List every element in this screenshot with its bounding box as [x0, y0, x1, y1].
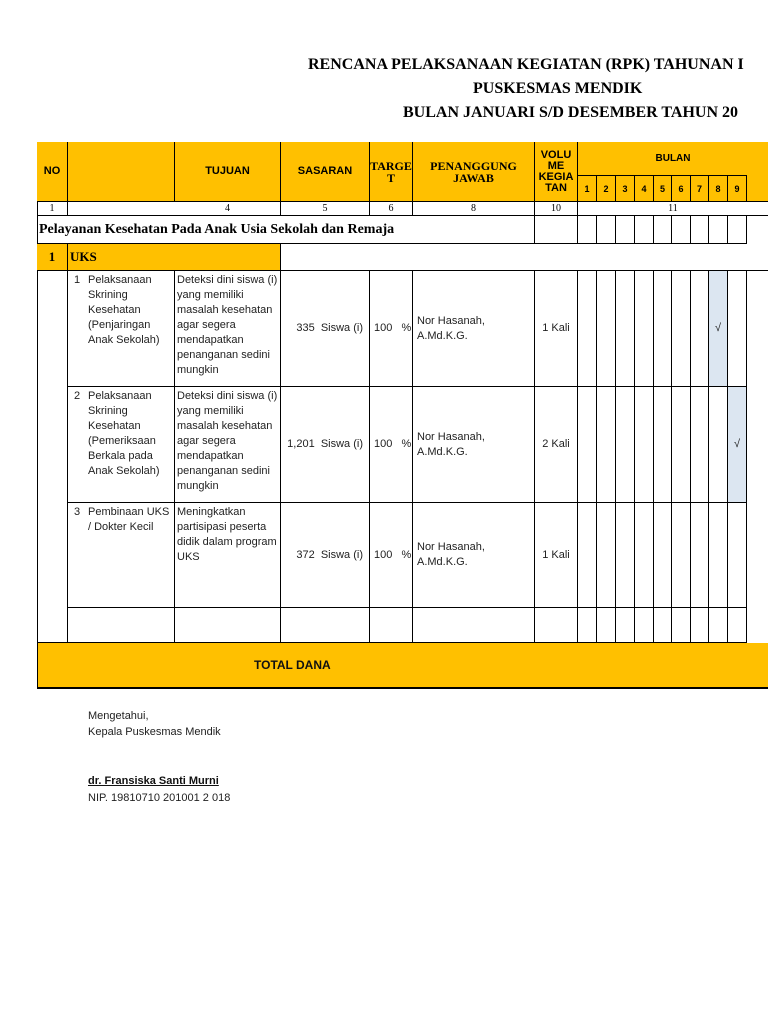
row-2-activity-text: Pelaksanaan Skrining Kesehatan (Pemeriksaan Berkala pada Anak Sekolah): [88, 390, 160, 477]
table-row-2-volume: 2 Kali: [535, 387, 578, 503]
title-line-3: BULAN JANUARI S/D DESEMBER TAHUN 20: [403, 104, 739, 121]
table-row-3-volume: 1 Kali: [535, 503, 578, 608]
header-right-edge: [747, 142, 768, 176]
title-line-1: RENCANA PELAKSANAAN KEGIATAN (RPK) TAHUNAN I: [308, 56, 744, 73]
row-3-activity-text: Pembinaan UKS / Dokter Kecil: [88, 506, 170, 533]
row-2-month-7: [691, 387, 709, 503]
section-month-2: [597, 216, 616, 244]
row-2-month-9: √: [728, 387, 747, 503]
row-2-sasaran-unit: Siswa (i): [320, 438, 363, 450]
row-1-month-2: [597, 271, 616, 387]
month-header-3: 3: [616, 176, 635, 202]
table-row-2-sasaran: [281, 387, 370, 503]
section-volume-cell: [535, 216, 578, 244]
header-sasaran: SASARAN: [281, 142, 370, 202]
row-1-sasaran-number: 335: [296, 322, 315, 334]
empty-row-activity: [68, 608, 175, 643]
empty-row-month-2: [597, 608, 616, 643]
row-1-month-9: [728, 271, 747, 387]
month-header-7: 7: [691, 176, 709, 202]
empty-row-month-5: [654, 608, 672, 643]
row-1-month-4: [635, 271, 654, 387]
header-tujuan: TUJUAN: [175, 142, 281, 202]
table-row-3-sasaran: [281, 503, 370, 608]
row-1-number: 1: [74, 274, 81, 286]
row-1-month-3: [616, 271, 635, 387]
section-month-8: [709, 216, 728, 244]
row-2-month-3: [616, 387, 635, 503]
row-3-month-2: [597, 503, 616, 608]
table-row-1-activity: [68, 271, 175, 387]
empty-row-month-3: [616, 608, 635, 643]
subsection-number: 1: [37, 244, 68, 271]
row-1-month-7: [691, 271, 709, 387]
subsection-name: UKS: [68, 244, 281, 271]
row-2-month-4: [635, 387, 654, 503]
row-2-month-6: [672, 387, 691, 503]
month-header-8: 8: [709, 176, 728, 202]
row-3-month-5: [654, 503, 672, 608]
empty-row-sasaran: [281, 608, 370, 643]
row-2-month-1: [578, 387, 597, 503]
row-1-activity-text: Pelaksanaan Skrining Kesehatan (Penjaringan Anak Sekolah): [88, 274, 160, 346]
header-pj-line1: PENANGGUNG: [430, 158, 517, 173]
rows-no-column: [37, 271, 68, 643]
row-2-month-8: [709, 387, 728, 503]
total-dana-label: TOTAL DANA: [254, 658, 331, 672]
row-3-month-4: [635, 503, 654, 608]
month-header-2: 2: [597, 176, 616, 202]
header-kegiatan: [68, 142, 175, 202]
row-2-month-5: [654, 387, 672, 503]
row-1-month-5: [654, 271, 672, 387]
signature-position: Kepala Puskesmas Mendik: [88, 726, 221, 738]
col-number-blank: [68, 202, 175, 216]
row-1-month-1: [578, 271, 597, 387]
header-vol-line2: ME: [547, 159, 565, 172]
empty-row-month-7: [691, 608, 709, 643]
row-3-month-9: [728, 503, 747, 608]
row-2-sasaran-number: 1,201: [287, 438, 315, 450]
month-header-right-edge: [747, 176, 768, 202]
month-header-1: 1: [578, 176, 597, 202]
row-2-target-number: 100: [374, 438, 393, 450]
empty-row-volume: [535, 608, 578, 643]
row-1-month-8: √: [709, 271, 728, 387]
total-dana-row: [37, 643, 768, 689]
row-2-target-unit: %: [401, 438, 412, 450]
table-row-3-pj: Nor Hasanah, A.Md.K.G.: [413, 503, 535, 608]
col-number-5: 5: [281, 202, 370, 216]
row-2-month-2: [597, 387, 616, 503]
table-row-3-tujuan: Meningkatkan partisipasi peserta didik dalam program UKS: [175, 503, 281, 608]
month-header-9: 9: [728, 176, 747, 202]
row-3-sasaran-unit: Siswa (i): [320, 548, 363, 561]
empty-row-pj: [413, 608, 535, 643]
table-row-2-target: [370, 387, 413, 503]
table-row-2-tujuan: Deteksi dini siswa (i) yang memiliki masalah kesehatan agar segera mendapatkan penanganan sedini mungkin: [175, 387, 281, 503]
section-month-3: [616, 216, 635, 244]
table-row-1-sasaran: [281, 271, 370, 387]
signature-acknowledged: Mengetahui,: [88, 710, 149, 722]
col-number-8: 8: [413, 202, 535, 216]
header-vol-line4: TAN: [545, 181, 567, 194]
table-row-1-pj: Nor Hasanah, A.Md.K.G.: [413, 271, 535, 387]
row-1-target-number: 100: [374, 322, 393, 334]
row-3-target-unit: %: [401, 548, 412, 561]
section-month-4: [635, 216, 654, 244]
col-number-4: 4: [175, 202, 281, 216]
header-vol-line3: KEGIA: [538, 170, 574, 183]
month-header-5: 5: [654, 176, 672, 202]
row-3-sasaran-number: 372: [296, 548, 315, 561]
section-month-9: [728, 216, 747, 244]
row-3-target-number: 100: [374, 548, 393, 561]
col-number-1: 1: [37, 202, 68, 216]
row-1-month-6: [672, 271, 691, 387]
header-target: [370, 142, 413, 202]
month-header-6: 6: [672, 176, 691, 202]
row-3-month-3: [616, 503, 635, 608]
row-2-number: 2: [74, 390, 81, 402]
empty-row-tujuan: [175, 608, 281, 643]
section-month-5: [654, 216, 672, 244]
header-no: NO: [37, 142, 68, 202]
section-title: Pelayanan Kesehatan Pada Anak Usia Sekolah dan Remaja: [37, 216, 535, 244]
table-row-3-target: [370, 503, 413, 608]
header-vol-line1: VOLU: [540, 148, 572, 161]
header-target-line2: T: [386, 170, 395, 185]
section-month-6: [672, 216, 691, 244]
row-3-month-7: [691, 503, 709, 608]
header-bulan: BULAN: [578, 142, 768, 176]
table-row-1-target: [370, 271, 413, 387]
table-row-3-activity: [68, 503, 175, 608]
section-month-1: [578, 216, 597, 244]
row-1-target-unit: %: [401, 322, 412, 334]
row-3-month-6: [672, 503, 691, 608]
header-penanggung-jawab: [413, 142, 535, 202]
row-3-month-1: [578, 503, 597, 608]
row-3-number: 3: [74, 506, 81, 518]
month-header-4: 4: [635, 176, 654, 202]
empty-row-month-4: [635, 608, 654, 643]
header-pj-line2: JAWAB: [453, 170, 494, 185]
table-row-2-activity: [68, 387, 175, 503]
title-line-2: PUSKESMAS MENDIK: [473, 80, 643, 97]
empty-row-target: [370, 608, 413, 643]
empty-row-month-6: [672, 608, 691, 643]
table-row-1-volume: 1 Kali: [535, 271, 578, 387]
table-row-2-pj: Nor Hasanah, A.Md.K.G.: [413, 387, 535, 503]
header-target-line1: TARGE: [370, 158, 412, 173]
empty-row-month-9: [728, 608, 747, 643]
signature-name: dr. Fransiska Santi Murni: [88, 775, 219, 787]
table-row-1-tujuan: Deteksi dini siswa (i) yang memiliki masalah kesehatan agar segera mendapatkan penanganan sedini mungkin: [175, 271, 281, 387]
section-month-7: [691, 216, 709, 244]
col-number-10: 10: [535, 202, 578, 216]
row-1-sasaran-unit: Siswa (i): [320, 322, 363, 334]
col-number-6: 6: [370, 202, 413, 216]
subsection-rest: [281, 244, 768, 271]
row-3-month-8: [709, 503, 728, 608]
empty-row-month-1: [578, 608, 597, 643]
col-number-11: 11: [578, 202, 768, 216]
signature-nip: NIP. 19810710 201001 2 018: [88, 792, 231, 804]
empty-row-month-8: [709, 608, 728, 643]
header-volume: [535, 142, 578, 202]
